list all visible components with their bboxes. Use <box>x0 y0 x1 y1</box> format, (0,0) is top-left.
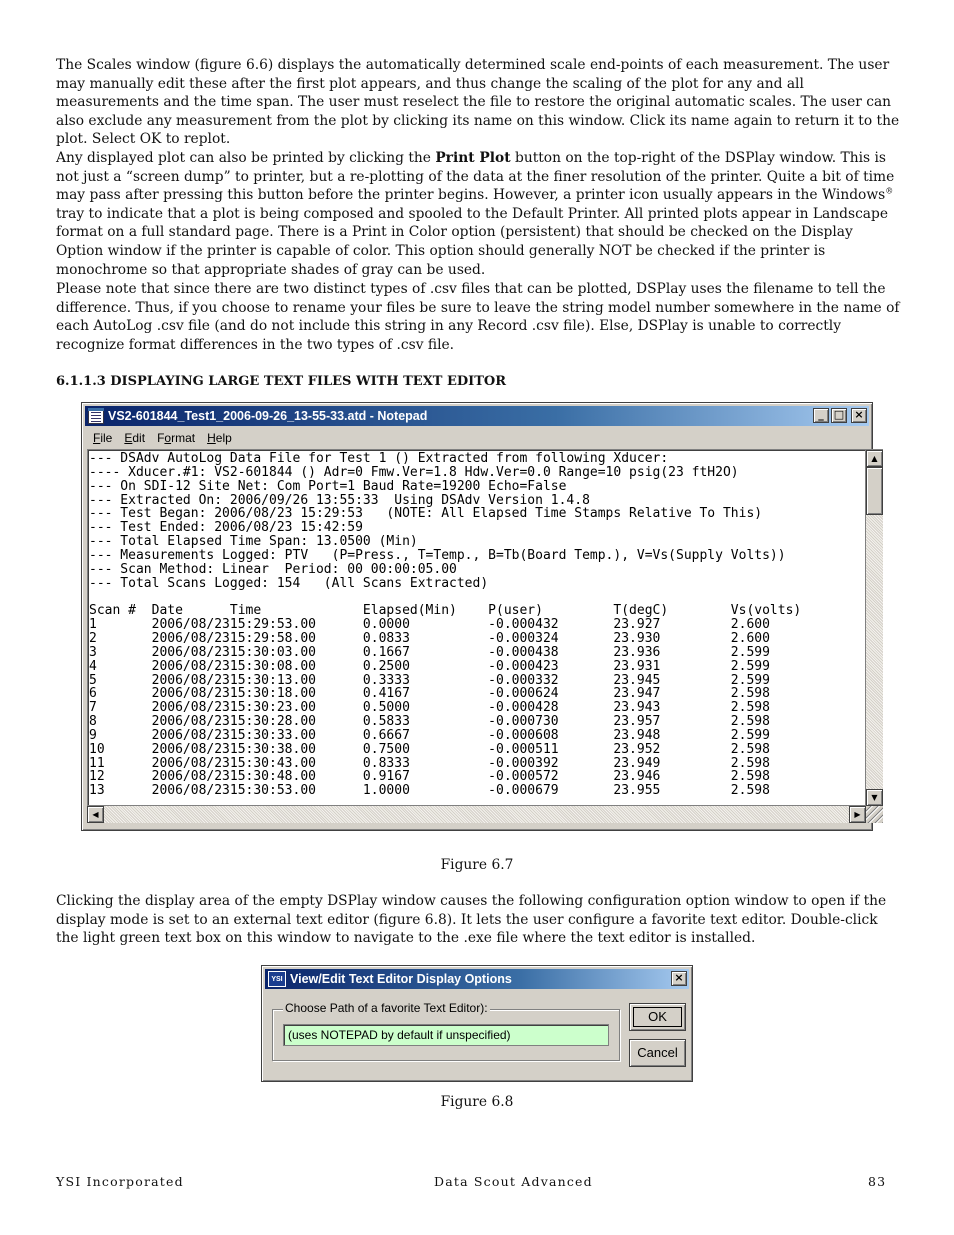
data-row: 3 2006/08/2315:30:03.00 0.1667 -0.000438 23.936 2.599 <box>89 644 770 660</box>
vertical-scroll-thumb[interactable] <box>866 467 883 515</box>
footer-company: YSI Incorporated <box>56 1174 184 1189</box>
close-button[interactable]: × <box>851 408 867 423</box>
menu-file[interactable]: File <box>93 431 113 445</box>
data-row: 8 2006/08/2315:30:28.00 0.5833 -0.000730 23.957 2.598 <box>89 714 770 730</box>
notepad-window <box>81 402 878 831</box>
dialog-title: View/Edit Text Editor Display Options <box>290 972 512 986</box>
notepad-icon <box>88 408 104 424</box>
header-line: --- On SDI-12 Site Net: Com Port=1 Baud Rate=19200 Echo=False <box>89 478 567 494</box>
paragraph-print-plot-part-b: button on the top-right of the DSPlay window. This is not just a “screen dump” to printer, but a re-plotting of the data at the finer resolution of the printer. Quite a bit of time may pass after pressing this button before the printer begins. However, a printer icon usually appears in the Windows <box>56 150 895 204</box>
data-row: 6 2006/08/2315:30:18.00 0.4167 -0.000624 23.947 2.598 <box>89 686 770 702</box>
registered-mark: ® <box>885 186 894 196</box>
data-row: 7 2006/08/2315:30:23.00 0.5000 -0.000428 23.943 2.598 <box>89 700 770 716</box>
paragraph-scales-window: The Scales window (figure 6.6) displays the automatically determined scale end-points of each measurement. The user may manually edit these after the first plot appears, and thus change the scaling of the plot for any and all measurements and the time span. The user must reselect the file to restore the original automatic scales. The user can also exclude any measurement from the plot by clicking its name on this window. Click its name again to return it to the plot. Select OK to replot. <box>56 57 900 148</box>
column-header-line: Scan # Date Time Elapsed(Min) P(user) T(degC) Vs(volts) <box>89 603 802 619</box>
data-row: 10 2006/08/2315:30:38.00 0.7500 -0.000511 23.952 2.598 <box>89 741 770 757</box>
text-editor-path-group <box>272 1001 620 1061</box>
scroll-up-button[interactable]: ▲ <box>866 450 883 467</box>
print-plot-bold: Print Plot <box>435 150 511 166</box>
figure-6-7-caption: Figure 6.7 <box>440 857 514 873</box>
text-editor-path-label: Choose Path of a favorite Text Editor): <box>285 1001 488 1015</box>
notepad-title: VS2-601844_Test1_2006-09-26_13-55-33.atd - Notepad <box>108 409 428 423</box>
minimize-button[interactable]: _ <box>813 408 829 423</box>
data-row: 1 2006/08/2315:29:53.00 0.0000 -0.000432 23.927 2.600 <box>89 617 770 633</box>
notepad-text-content <box>88 450 865 798</box>
scroll-left-button[interactable]: ◀ <box>87 806 104 823</box>
paragraph-csv-naming: Please note that since there are two distinct types of .csv files that can be plotted, DSPlay uses the filename to tell the difference. Thus, if you choose to rename your files be sure to leave the string model number somewhere in the name of each AutoLog .csv file (and do not include this string in any Record .csv file). Else, DSPlay is unable to correctly recognize format differences in the two types of .csv file. <box>56 281 900 353</box>
data-row: 5 2006/08/2315:30:13.00 0.3333 -0.000332 23.945 2.599 <box>89 672 770 688</box>
horizontal-scrollbar[interactable] <box>87 806 866 823</box>
paragraph-print-plot-part-c: tray to indicate that a plot is being composed and spooled to the Default Printer. All printed plots appear in Landscape format on a full standard page. There is a Print in Color option (persistent) that should be checked on the Display Option window if the printer is capable of color. This option should generally NOT be checked if the printer is monochrome so that appropriate shades of gray can be used. <box>56 205 889 278</box>
text-editor-options-dialog <box>261 965 693 1082</box>
notepad-titlebar[interactable] <box>85 406 869 426</box>
header-line: --- Extracted On: 2006/09/26 13:55:33 Using DSAdv Version 1.4.8 <box>89 492 590 508</box>
scroll-right-button[interactable]: ▶ <box>849 806 866 823</box>
notepad-text-area[interactable] <box>87 449 866 806</box>
scroll-down-button[interactable]: ▼ <box>866 789 883 806</box>
header-line: --- DSAdv AutoLog Data File for Test 1 () Extracted from following Xducer: <box>89 451 669 466</box>
menu-help[interactable]: Help <box>207 431 232 445</box>
header-line: --- Measurements Logged: PTV (P=Press., T=Temp., B=Tb(Board Temp.), V=Vs(Supply Volts)) <box>89 547 786 563</box>
dialog-close-button[interactable]: × <box>671 971 687 986</box>
vertical-scrollbar[interactable] <box>866 449 883 806</box>
paragraph-text-editor-config: Clicking the display area of the empty DSPlay window causes the following configuration option window to open if the display mode is set to an external text editor (figure 6.8). It lets the user configure a favorite text editor. Double-click the light green text box on this window to navigate to the .exe file where the text editor is installed. <box>56 893 887 947</box>
paragraph-print-plot-part-a: Any displayed plot can also be printed by clicking the <box>56 150 436 166</box>
dialog-titlebar[interactable] <box>265 969 689 989</box>
footer-product: Data Scout Advanced <box>434 1174 593 1189</box>
ok-button[interactable]: OK <box>629 1003 686 1031</box>
section-heading: 6.1.1.3 DISPLAYING LARGE TEXT FILES WITH TEXT EDITOR <box>56 374 507 389</box>
menu-edit[interactable]: Edit <box>124 431 146 445</box>
text-editor-path-field[interactable]: (uses NOTEPAD by default if unspecified) <box>283 1024 609 1046</box>
data-row: 11 2006/08/2315:30:43.00 0.8333 -0.000392 23.949 2.598 <box>89 755 770 771</box>
cancel-button[interactable]: Cancel <box>629 1039 686 1067</box>
page-number: 83 <box>868 1174 887 1189</box>
figure-6-8-caption: Figure 6.8 <box>440 1094 514 1110</box>
header-line: --- Scan Method: Linear Period: 00 00:00:05.00 <box>89 561 457 577</box>
data-row: 13 2006/08/2315:30:53.00 1.0000 -0.000679 23.955 2.598 <box>89 783 770 799</box>
header-line: --- Total Elapsed Time Span: 13.0500 (Min) <box>89 534 418 550</box>
header-line: --- Test Began: 2006/08/23 15:29:53 (NOTE: All Elapsed Time Stamps Relative To This) <box>89 506 763 522</box>
data-row: 12 2006/08/2315:30:48.00 0.9167 -0.000572 23.946 2.598 <box>89 769 770 785</box>
menu-format[interactable]: Format <box>157 431 196 445</box>
header-line: --- Total Scans Logged: 154 (All Scans Extracted) <box>89 575 489 591</box>
ysi-logo-icon: YSI <box>268 971 286 987</box>
header-line: --- Test Ended: 2006/08/23 15:42:59 <box>89 520 363 536</box>
data-row: 4 2006/08/2315:30:08.00 0.2500 -0.000423 23.931 2.599 <box>89 658 770 674</box>
resize-grip[interactable] <box>866 806 883 823</box>
menubar <box>85 428 869 448</box>
paragraph-print-plot <box>56 149 902 279</box>
data-row: 2 2006/08/2315:29:58.00 0.0833 -0.000324 23.930 2.600 <box>89 630 770 646</box>
header-line: ---- Xducer.#1: VS2-601844 () Adr=0 Fmw.Ver=1.8 Hdw.Ver=0.0 Range=10 psig(23 ftH2O) <box>89 464 739 480</box>
data-row: 9 2006/08/2315:30:33.00 0.6667 -0.000608 23.948 2.599 <box>89 727 770 743</box>
maximize-button[interactable]: □ <box>831 408 847 423</box>
